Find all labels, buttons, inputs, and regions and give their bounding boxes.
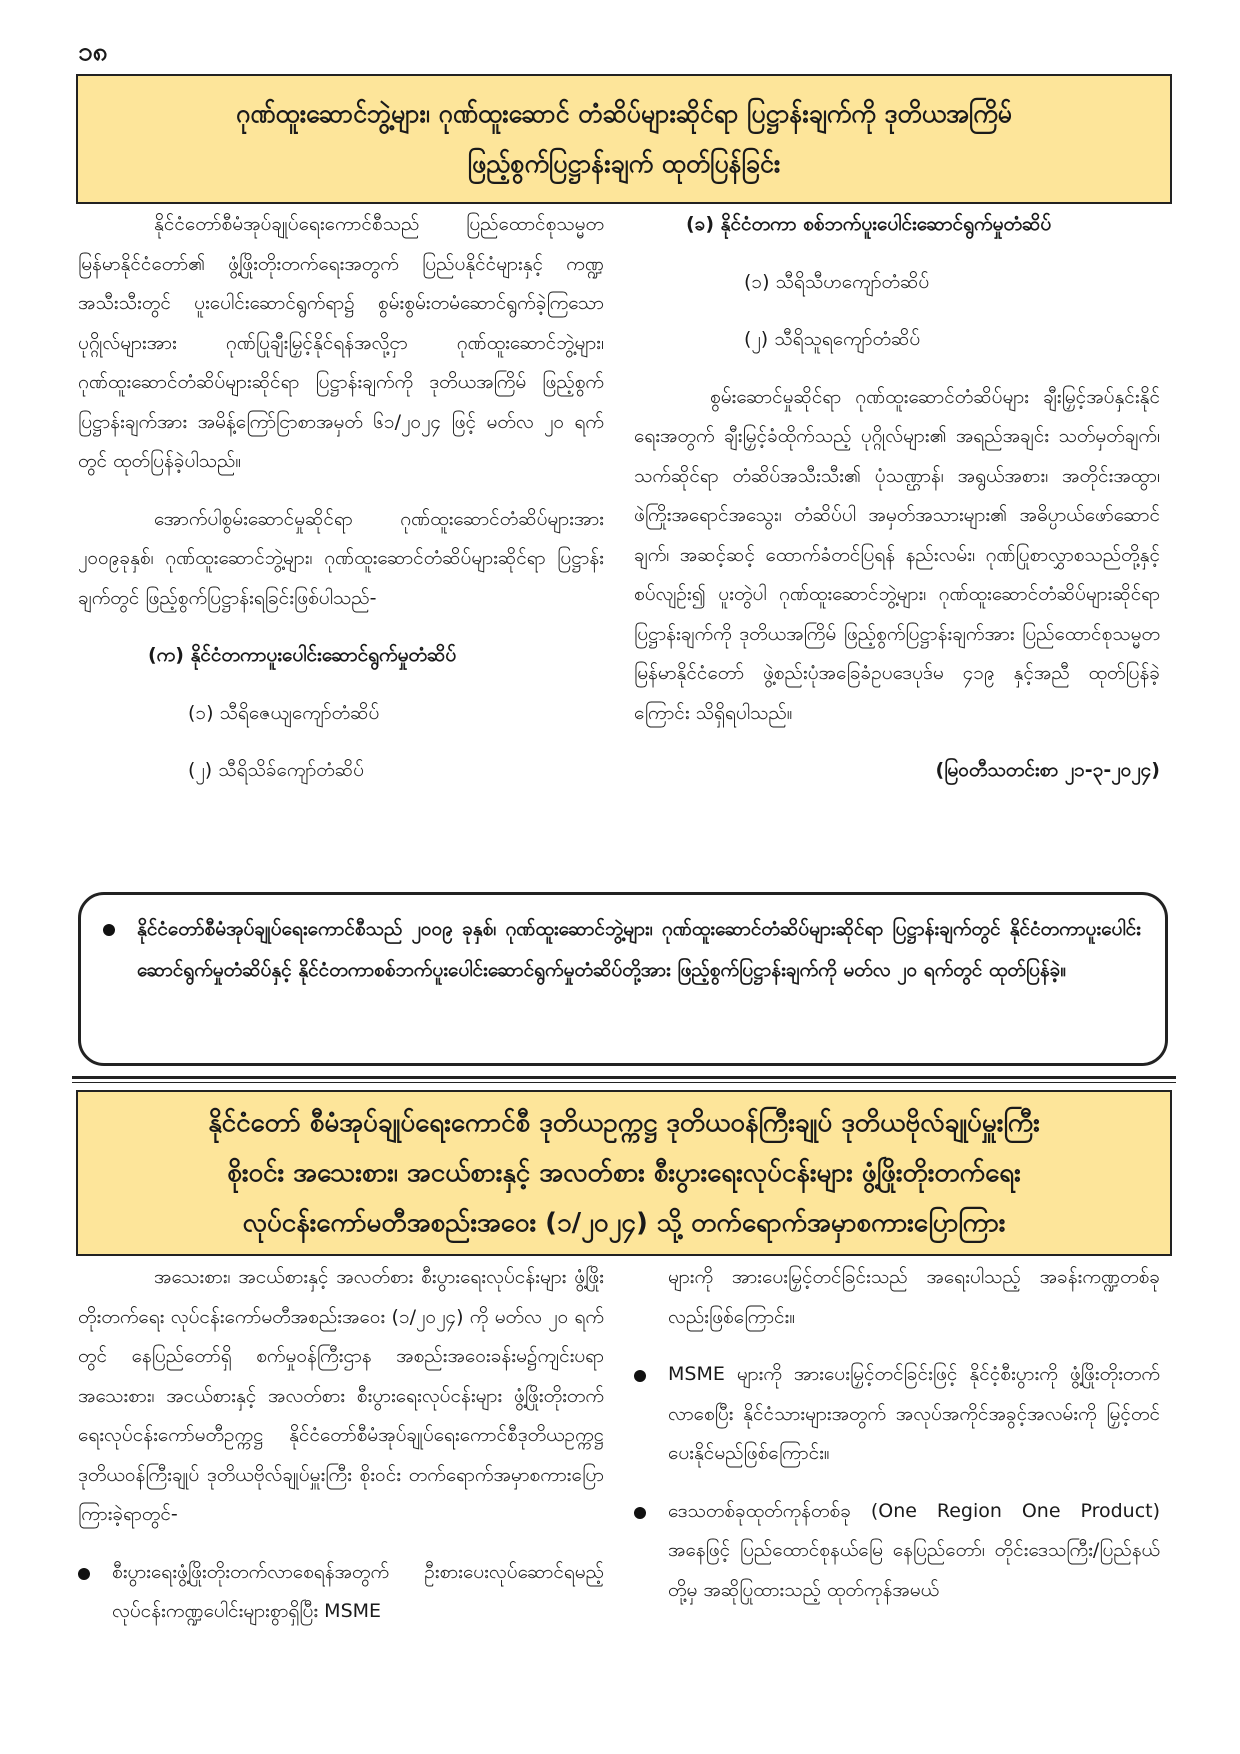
article-right-column: [634, 1258, 1160, 1610]
article-right-column: [634, 205, 1160, 791]
list-item: [634, 1492, 1160, 1611]
divider: [72, 1076, 1176, 1079]
section-heading: (က) နိုင်ငံတကာပူးပေါင်းဆောင်ရွက်မှုတံဆိပ်: [148, 644, 457, 666]
article-title-line: နိုင်ငံတော် စီမံအုပ်ချုပ်ရေးကောင်စီ ဒုတိယဥက္ကဋ္ဌ ဒုတိယဝန်ကြီးချုပ် ဒုတိယဗိုလ်ချုပ်မှူးကြီး: [208, 1108, 1040, 1138]
article-title-box: [76, 1090, 1172, 1256]
article-title-line: ဖြည့်စွက်ပြဋ္ဌာန်းချက် ထုတ်ပြန်ခြင်း: [467, 149, 781, 178]
page-number: ၁၈: [78, 37, 108, 67]
bullet-text: MSME များကို အားပေးမြှင့်တင်ခြင်းဖြင့် နိုင်ငံ့စီးပွားကို ဖွံ့ဖြိုးတိုးတက်လာစေပြီး နိုင်ငံသားများအတွက် အလုပ်အကိုင်အခွင့်အလမ်းကို မြှင့်တင်ပေးနိုင်မည်ဖြစ်ကြောင်း။: [668, 1363, 1160, 1464]
divider: [72, 1082, 1176, 1083]
article-title-line: လုပ်ငန်းကော်မတီအစည်းအဝေး (၁/၂၀၂၄) သို့ တက်ရောက်အမှာစကားပြောကြား: [242, 1208, 1006, 1238]
source-citation: (မြဝတီသတင်းစာ ၂၁-၃-၂၀၂၄): [935, 759, 1160, 781]
bullet-icon: [634, 1370, 646, 1382]
body-paragraph: များကို အားပေးမြှင့်တင်ခြင်းသည် အရေးပါသည့် အခန်းကဏ္ဍတစ်ခုလည်းဖြစ်ကြောင်း။: [668, 1266, 1160, 1328]
bullet-icon: [103, 924, 115, 936]
section-heading: (ခ) နိုင်ငံတကာ စစ်ဘက်ပူးပေါင်းဆောင်ရွက်မှုတံဆိပ်: [686, 213, 1052, 235]
bullet-text: စီးပွားရေးဖွံ့ဖြိုးတိုးတက်လာစေရန်အတွက် ဦးစားပေးလုပ်ဆောင်ရမည့် လုပ်ငန်းကဏ္ဍပေါင်းများစွာရှိပြီး MSME: [112, 1560, 604, 1622]
bullet-text: ဒေသတစ်ခုထုတ်ကုန်တစ်ခု (One Region One Product) အနေဖြင့် ပြည်ထောင်စုနယ်မြေ နေပြည်တော်၊ တိုင်းဒေသကြီး/ပြည်နယ်တို့မှ အဆိုပြုထားသည့် ထုတ်ကုန်အမယ်: [668, 1499, 1160, 1601]
summary-bullet: [137, 909, 1141, 991]
list-item: (၁) သီရိဇေယျကျော်တံဆိပ်: [188, 701, 380, 724]
article-title-line: စိုးဝင်း အသေးစား၊ အငယ်စားနှင့် အလတ်စား စီးပွားရေးလုပ်ငန်းများ ဖွံ့ဖြိုးတိုးတက်ရေး: [227, 1158, 1021, 1188]
list-item: [78, 1553, 604, 1632]
bullet-icon: [634, 1507, 646, 1519]
body-paragraph: အောက်ပါစွမ်းဆောင်မှုဆိုင်ရာ ဂုဏ်ထူးဆောင်တံဆိပ်များအား ၂၀၀၉ခုနှစ်၊ ဂုဏ်ထူးဆောင်ဘွဲ့များ၊ ဂုဏ်ထူးဆောင်တံဆိပ်များဆိုင်ရာ ပြဋ္ဌာန်းချက်တွင် ဖြည့်စွက်ပြဋ္ဌာန်းရခြင်းဖြစ်ပါသည်-: [78, 507, 604, 609]
body-paragraph: အသေးစား၊ အငယ်စားနှင့် အလတ်စား စီးပွားရေးလုပ်ငန်းများ ဖွံ့ဖြိုးတိုးတက်ရေး လုပ်ငန်းကော်မတီအစည်းအဝေး (၁/၂၀၂၄) ကို မတ်လ ၂၀ ရက်တွင် နေပြည်တော်ရှိ စက်မှုဝန်ကြီးဌာန အစည်းအဝေးခန်းမ၌ကျင်းပရာ အသေးစား၊ အငယ်စားနှင့် အလတ်စား စီးပွားရေးလုပ်ငန်းများ ဖွံ့ဖြိုးတိုးတက်ရေးလုပ်ငန်းကော်မတီဥက္ကဋ္ဌ နိုင်ငံတော်စီမံအုပ်ချုပ်ရေးကောင်စီဒုတိယဥက္ကဋ္ဌ ဒုတိယဝန်ကြီးချုပ် ဒုတိယဗိုလ်ချုပ်မှူးကြီး စိုးဝင်း တက်ရောက်အမှာစကားပြောကြားခဲ့ရာတွင်-: [78, 1266, 604, 1525]
summary-text: နိုင်ငံတော်စီမံအုပ်ချုပ်ရေးကောင်စီသည် ၂၀၀၉ ခုနှစ်၊ ဂုဏ်ထူးဆောင်ဘွဲ့များ၊ ဂုဏ်ထူးဆောင်တံဆိပ်များဆိုင်ရာ ပြဋ္ဌာန်းချက်တွင် နိုင်ငံတကာပူးပေါင်းဆောင်ရွက်မှုတံဆိပ်နှင့် နိုင်ငံတကာစစ်ဘက်ပူးပေါင်းဆောင်ရွက်မှုတံဆိပ်တို့အား ဖြည့်စွက်ပြဋ္ဌာန်းချက်ကို မတ်လ ၂၀ ရက်တွင် ထုတ်ပြန်ခဲ့။: [137, 918, 1141, 981]
list-item: (၂) သီရိသိခ်ကျော်တံဆိပ်: [188, 759, 364, 781]
body-paragraph: စွမ်းဆောင်မှုဆိုင်ရာ ဂုဏ်ထူးဆောင်တံဆိပ်များ ချီးမြှင့်အပ်နှင်းနိုင်ရေးအတွက် ချီးမြှင့်ခံထိုက်သည့် ပုဂ္ဂိုလ်များ၏ အရည်အချင်း သတ်မှတ်ချက်၊ သက်ဆိုင်ရာ တံဆိပ်အသီးသီး၏ ပုံသဏ္ဌာန်၊ အရွယ်အစား၊ အတိုင်းအထွာ၊ ဖဲကြိုးအရောင်အသွေး၊ တံဆိပ်ပါ အမှတ်အသားများ၏ အဓိပ္ပာယ်ဖော်ဆောင်ချက်၊ အဆင့်ဆင့် ထောက်ခံတင်ပြရန် နည်းလမ်း၊ ဂုဏ်ပြုစာလွှာစသည်တို့နှင့်စပ်လျဉ်း၍ ပူးတွဲပါ ဂုဏ်ထူးဆောင်ဘွဲ့များ၊ ဂုဏ်ထူးဆောင်တံဆိပ်များဆိုင်ရာ ပြဋ္ဌာန်းချက်ကို ဒုတိယအကြိမ် ဖြည့်စွက်ပြဋ္ဌာန်းချက်အား ပြည်ထောင်စုသမ္မတမြန်မာနိုင်ငံတော် ဖွဲ့စည်းပုံအခြေခံဥပဒေပုဒ်မ ၄၁၉ နှင့်အညီ ထုတ်ပြန်ခဲ့ကြောင်း သိရှိရပါသည်။: [634, 385, 1160, 724]
list-item: (၂) သီရိသူရကျော်တံဆိပ်: [744, 328, 921, 350]
body-paragraph: နိုင်ငံတော်စီမံအုပ်ချုပ်ရေးကောင်စီသည် ပြည်ထောင်စုသမ္မတ မြန်မာနိုင်ငံတော်၏ ဖွံ့ဖြိုးတိုးတက်ရေးအတွက် ပြည်ပနိုင်ငံများနှင့် ကဏ္ဍအသီးသီးတွင် ပူးပေါင်းဆောင်ရွက်ရာ၌ စွမ်းစွမ်းတမံဆောင်ရွက်ခဲ့ကြသော ပုဂ္ဂိုလ်များအား ဂုဏ်ပြုချီးမြှင့်နိုင်ရန်အလို့ငှာ ဂုဏ်ထူးဆောင်ဘွဲ့များ၊ ဂုဏ်ထူးဆောင်တံဆိပ်များဆိုင်ရာ ပြဋ္ဌာန်းချက်ကို ဒုတိယအကြိမ် ဖြည့်စွက်ပြဋ္ဌာန်းချက်အား အမိန့်ကြော်ငြာစာအမှတ် ၆၁/၂၀၂၄ ဖြင့် မတ်လ ၂၀ ရက်တွင် ထုတ်ပြန်ခဲ့ပါသည်။: [78, 213, 604, 472]
summary-box: [78, 892, 1168, 1066]
list-item: (၁) သီရိသီဟကျော်တံဆိပ်: [744, 270, 930, 293]
bullet-icon: [78, 1568, 90, 1580]
article-left-column: [78, 1258, 604, 1632]
article-title-box: [76, 74, 1172, 204]
list-item: [634, 1355, 1160, 1474]
article-title-line: ဂုဏ်ထူးဆောင်ဘွဲ့များ၊ ဂုဏ်ထူးဆောင် တံဆိပ်များဆိုင်ရာ ပြဋ္ဌာန်းချက်ကို ဒုတိယအကြိမ်: [236, 99, 1012, 128]
article-left-column: [78, 205, 604, 791]
